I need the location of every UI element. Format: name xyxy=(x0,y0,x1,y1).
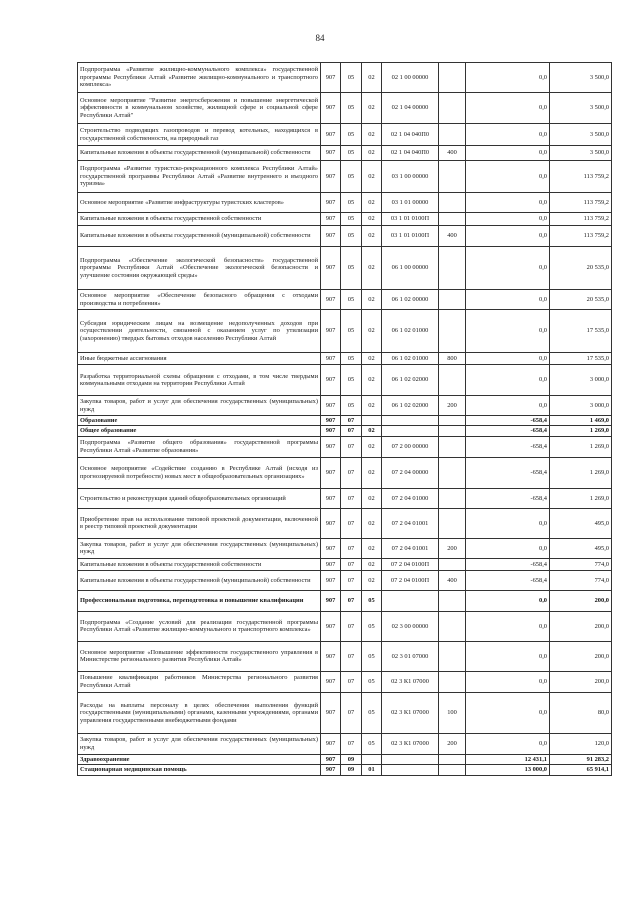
row-ved-code: 907 xyxy=(321,396,341,416)
table-row xyxy=(78,457,612,488)
row-amount-change: 0,0 xyxy=(466,641,550,671)
row-amount-change: 0,0 xyxy=(466,692,550,733)
row-ved-code: 907 xyxy=(321,124,341,146)
row-name: Строительство и реконструкция зданий общеобразовательных организаций xyxy=(78,488,321,508)
row-name: Подпрограмма «Создание условий для реализации государственной программы Республики Алтай «Развитие жилищно-коммунального и транспортного комплекса» xyxy=(78,611,321,641)
row-subsection-code: 02 xyxy=(362,426,382,436)
row-amount-total: 774,0 xyxy=(550,570,612,590)
row-amount-total: 3 500,0 xyxy=(550,146,612,161)
row-name: Капитальные вложения в объекты государственной собственности xyxy=(78,213,321,226)
row-amount-total: 774,0 xyxy=(550,558,612,570)
row-name: Общее образование xyxy=(78,426,321,436)
row-subsection-code: 02 xyxy=(362,63,382,93)
row-section-code: 07 xyxy=(341,641,362,671)
row-expense-type xyxy=(439,365,466,396)
row-section-code: 07 xyxy=(341,570,362,590)
row-ved-code: 907 xyxy=(321,641,341,671)
row-amount-total: 17 535,0 xyxy=(550,353,612,365)
row-subsection-code: 02 xyxy=(362,436,382,457)
row-target-article: 06 1 02 02000 xyxy=(382,365,439,396)
table-row xyxy=(78,161,612,193)
row-amount-change: 0,0 xyxy=(466,590,550,611)
row-ved-code: 907 xyxy=(321,692,341,733)
row-subsection-code: 02 xyxy=(362,310,382,353)
row-name: Подпрограмма «Обеспечение экологической безопасности» государственной программы Республики Алтай «Обеспечение экологической безопасности и улучшение состояния окружающей среды» xyxy=(78,247,321,290)
row-expense-type xyxy=(439,436,466,457)
row-subsection-code: 02 xyxy=(362,488,382,508)
row-subsection-code: 02 xyxy=(362,365,382,396)
row-expense-type xyxy=(439,611,466,641)
row-ved-code: 907 xyxy=(321,457,341,488)
row-expense-type xyxy=(439,310,466,353)
row-section-code: 05 xyxy=(341,396,362,416)
row-amount-change: 0,0 xyxy=(466,611,550,641)
row-section-code: 05 xyxy=(341,161,362,193)
row-expense-type: 400 xyxy=(439,570,466,590)
row-amount-change: -658,4 xyxy=(466,416,550,426)
table-row xyxy=(78,508,612,538)
table-row xyxy=(78,611,612,641)
row-target-article: 03 1 00 00000 xyxy=(382,161,439,193)
row-expense-type: 400 xyxy=(439,146,466,161)
row-name: Основное мероприятие «Повышение эффективности государственного управления в Министерстве регионального развития Республики Алтай» xyxy=(78,641,321,671)
row-target-article: 02 1 04 040П0 xyxy=(382,124,439,146)
row-section-code: 07 xyxy=(341,733,362,754)
row-target-article: 07 2 04 01001 xyxy=(382,508,439,538)
row-ved-code: 907 xyxy=(321,538,341,558)
row-expense-type xyxy=(439,641,466,671)
row-expense-type xyxy=(439,457,466,488)
row-subsection-code: 02 xyxy=(362,353,382,365)
row-expense-type xyxy=(439,63,466,93)
row-ved-code: 907 xyxy=(321,247,341,290)
row-name: Подпрограмма «Развитие туристско-рекреационного комплекса Республики Алтай» государственной программы Республики Алтай «Развитие внутреннего и въездного туризма» xyxy=(78,161,321,193)
row-target-article: 02 3 01 07000 xyxy=(382,641,439,671)
row-ved-code: 907 xyxy=(321,213,341,226)
row-amount-change: 0,0 xyxy=(466,538,550,558)
row-ved-code: 907 xyxy=(321,365,341,396)
table-row xyxy=(78,570,612,590)
row-name: Основное мероприятие "Развитие энергосбережения и повышение энергетической эффективности в коммунальном хозяйстве, жилищной сфере и социальной сфере Республики Алтай" xyxy=(78,93,321,124)
row-section-code: 07 xyxy=(341,426,362,436)
table-row xyxy=(78,63,612,93)
table-row xyxy=(78,396,612,416)
row-ved-code: 907 xyxy=(321,310,341,353)
row-amount-total: 1 269,0 xyxy=(550,426,612,436)
row-ved-code: 907 xyxy=(321,63,341,93)
row-subsection-code: 02 xyxy=(362,247,382,290)
row-amount-change: 0,0 xyxy=(466,63,550,93)
row-amount-total: 3 500,0 xyxy=(550,93,612,124)
row-expense-type xyxy=(439,161,466,193)
row-subsection-code: 02 xyxy=(362,213,382,226)
row-section-code: 09 xyxy=(341,765,362,775)
row-target-article: 06 1 02 02000 xyxy=(382,396,439,416)
row-amount-total: 20 535,0 xyxy=(550,290,612,310)
table-row xyxy=(78,765,612,775)
row-amount-change: 0,0 xyxy=(466,93,550,124)
table-row xyxy=(78,416,612,426)
row-target-article: 02 1 00 00000 xyxy=(382,63,439,93)
row-target-article: 07 2 04 0100П xyxy=(382,558,439,570)
budget-table xyxy=(77,62,612,776)
row-target-article: 02 3 К1 07000 xyxy=(382,692,439,733)
row-expense-type xyxy=(439,290,466,310)
row-amount-change: 0,0 xyxy=(466,193,550,213)
table-row xyxy=(78,93,612,124)
row-amount-total: 113 759,2 xyxy=(550,161,612,193)
row-name: Закупка товаров, работ и услуг для обеспечения государственных (муниципальных) нужд xyxy=(78,733,321,754)
row-target-article: 07 2 00 00000 xyxy=(382,436,439,457)
row-section-code: 07 xyxy=(341,611,362,641)
row-section-code: 05 xyxy=(341,124,362,146)
row-amount-total: 1 469,0 xyxy=(550,416,612,426)
row-subsection-code: 05 xyxy=(362,733,382,754)
row-name: Иные бюджетные ассигнования xyxy=(78,353,321,365)
row-target-article: 02 1 04 00000 xyxy=(382,93,439,124)
row-ved-code: 907 xyxy=(321,290,341,310)
row-expense-type: 200 xyxy=(439,538,466,558)
row-subsection-code: 02 xyxy=(362,161,382,193)
row-target-article xyxy=(382,765,439,775)
row-ved-code: 907 xyxy=(321,611,341,641)
row-expense-type xyxy=(439,426,466,436)
row-target-article: 03 1 01 00000 xyxy=(382,193,439,213)
row-amount-total: 120,0 xyxy=(550,733,612,754)
row-section-code: 05 xyxy=(341,247,362,290)
row-section-code: 07 xyxy=(341,416,362,426)
row-amount-total: 17 535,0 xyxy=(550,310,612,353)
row-subsection-code: 02 xyxy=(362,558,382,570)
row-amount-change: 0,0 xyxy=(466,396,550,416)
row-amount-total: 1 269,0 xyxy=(550,457,612,488)
table-row xyxy=(78,641,612,671)
row-target-article: 02 3 00 00000 xyxy=(382,611,439,641)
row-target-article: 07 2 04 01000 xyxy=(382,488,439,508)
row-amount-change: 0,0 xyxy=(466,733,550,754)
row-target-article xyxy=(382,590,439,611)
row-name: Закупка товаров, работ и услуг для обеспечения государственных (муниципальных) нужд xyxy=(78,538,321,558)
row-amount-change: 0,0 xyxy=(466,508,550,538)
table-row xyxy=(78,488,612,508)
row-amount-total: 113 759,2 xyxy=(550,226,612,247)
table-row xyxy=(78,754,612,764)
table-row xyxy=(78,353,612,365)
row-ved-code: 907 xyxy=(321,733,341,754)
row-amount-total: 3 500,0 xyxy=(550,124,612,146)
row-ved-code: 907 xyxy=(321,93,341,124)
row-section-code: 07 xyxy=(341,538,362,558)
table-row xyxy=(78,558,612,570)
table-row xyxy=(78,193,612,213)
row-expense-type xyxy=(439,765,466,775)
row-amount-change: 0,0 xyxy=(466,146,550,161)
table-row xyxy=(78,226,612,247)
row-ved-code: 907 xyxy=(321,754,341,764)
row-section-code: 05 xyxy=(341,63,362,93)
table-row xyxy=(78,436,612,457)
row-expense-type: 800 xyxy=(439,353,466,365)
row-subsection-code: 02 xyxy=(362,226,382,247)
row-amount-change: 13 000,0 xyxy=(466,765,550,775)
row-amount-total: 1 269,0 xyxy=(550,436,612,457)
row-expense-type xyxy=(439,124,466,146)
row-section-code: 05 xyxy=(341,290,362,310)
row-amount-total: 3 000,0 xyxy=(550,396,612,416)
row-section-code: 07 xyxy=(341,671,362,692)
row-target-article: 06 1 00 00000 xyxy=(382,247,439,290)
row-amount-total: 113 759,2 xyxy=(550,193,612,213)
row-ved-code: 907 xyxy=(321,226,341,247)
page-number: 84 xyxy=(315,33,325,43)
row-amount-total: 91 283,2 xyxy=(550,754,612,764)
table-row xyxy=(78,733,612,754)
row-target-article: 07 2 04 00000 xyxy=(382,457,439,488)
row-section-code: 07 xyxy=(341,692,362,733)
row-amount-total: 113 759,2 xyxy=(550,213,612,226)
row-section-code: 05 xyxy=(341,146,362,161)
row-ved-code: 907 xyxy=(321,416,341,426)
row-amount-total: 200,0 xyxy=(550,641,612,671)
row-subsection-code: 02 xyxy=(362,124,382,146)
row-ved-code: 907 xyxy=(321,193,341,213)
row-subsection-code: 02 xyxy=(362,193,382,213)
row-target-article: 03 1 01 0100П xyxy=(382,213,439,226)
row-subsection-code xyxy=(362,754,382,764)
row-amount-change: -658,4 xyxy=(466,570,550,590)
row-ved-code: 907 xyxy=(321,508,341,538)
row-expense-type xyxy=(439,754,466,764)
row-name: Капитальные вложения в объекты государственной (муниципальной) собственности xyxy=(78,146,321,161)
row-target-article xyxy=(382,754,439,764)
row-target-article: 06 1 02 01000 xyxy=(382,353,439,365)
row-amount-change: -658,4 xyxy=(466,488,550,508)
row-name: Основное мероприятие «Обеспечение безопасного обращения с отходами производства и потребления» xyxy=(78,290,321,310)
row-amount-change: 0,0 xyxy=(466,310,550,353)
row-subsection-code: 05 xyxy=(362,611,382,641)
row-section-code: 05 xyxy=(341,93,362,124)
row-ved-code: 907 xyxy=(321,353,341,365)
row-section-code: 07 xyxy=(341,457,362,488)
row-section-code: 05 xyxy=(341,310,362,353)
row-target-article: 02 3 К1 07000 xyxy=(382,733,439,754)
table-row xyxy=(78,365,612,396)
row-name: Подпрограмма «Развитие общего образования» государственной программы Республики Алтай «Развитие образования» xyxy=(78,436,321,457)
row-name: Основное мероприятие «Содействие созданию в Республике Алтай (исходя из прогнозируемой потребности) новых мест в общеобразовательных организациях» xyxy=(78,457,321,488)
row-subsection-code: 02 xyxy=(362,538,382,558)
row-ved-code: 907 xyxy=(321,488,341,508)
row-amount-change: 0,0 xyxy=(466,353,550,365)
row-section-code: 07 xyxy=(341,590,362,611)
row-target-article: 07 2 04 0100П xyxy=(382,570,439,590)
table-row xyxy=(78,538,612,558)
row-ved-code: 907 xyxy=(321,558,341,570)
row-target-article: 03 1 01 0100П xyxy=(382,226,439,247)
row-expense-type: 400 xyxy=(439,226,466,247)
row-section-code: 05 xyxy=(341,213,362,226)
table-body xyxy=(78,63,612,776)
row-section-code: 09 xyxy=(341,754,362,764)
row-expense-type xyxy=(439,671,466,692)
row-amount-change: 0,0 xyxy=(466,124,550,146)
row-subsection-code: 02 xyxy=(362,93,382,124)
row-target-article: 07 2 04 01001 xyxy=(382,538,439,558)
row-section-code: 05 xyxy=(341,193,362,213)
row-expense-type xyxy=(439,488,466,508)
row-ved-code: 907 xyxy=(321,426,341,436)
row-subsection-code: 02 xyxy=(362,396,382,416)
row-expense-type: 200 xyxy=(439,733,466,754)
row-subsection-code: 02 xyxy=(362,290,382,310)
row-section-code: 07 xyxy=(341,558,362,570)
row-name: Повышение квалификации работников Министерства регионального развития Республики Алтай xyxy=(78,671,321,692)
row-section-code: 05 xyxy=(341,365,362,396)
row-target-article xyxy=(382,416,439,426)
row-ved-code: 907 xyxy=(321,146,341,161)
row-name: Образование xyxy=(78,416,321,426)
table-row xyxy=(78,671,612,692)
row-amount-total: 1 269,0 xyxy=(550,488,612,508)
row-amount-total: 3 500,0 xyxy=(550,63,612,93)
row-name: Здравоохранение xyxy=(78,754,321,764)
table-row xyxy=(78,692,612,733)
row-ved-code: 907 xyxy=(321,436,341,457)
row-amount-total: 65 914,1 xyxy=(550,765,612,775)
row-ved-code: 907 xyxy=(321,765,341,775)
row-expense-type xyxy=(439,590,466,611)
row-amount-total: 3 000,0 xyxy=(550,365,612,396)
row-expense-type: 100 xyxy=(439,692,466,733)
row-amount-change: 0,0 xyxy=(466,247,550,290)
row-target-article: 02 3 К1 07000 xyxy=(382,671,439,692)
row-name: Расходы на выплаты персоналу в целях обеспечения выполнения функций государственными (муниципальными) органами, казенными учреждениями, органами управления государственными внебюджетными фондами xyxy=(78,692,321,733)
row-section-code: 07 xyxy=(341,508,362,538)
row-amount-change: 0,0 xyxy=(466,365,550,396)
row-section-code: 05 xyxy=(341,353,362,365)
row-name: Капитальные вложения в объекты государственной (муниципальной) собственности xyxy=(78,226,321,247)
row-subsection-code: 02 xyxy=(362,457,382,488)
row-amount-change: -658,4 xyxy=(466,457,550,488)
row-target-article: 06 1 02 00000 xyxy=(382,290,439,310)
row-name: Профессиональная подготовка, переподготовка и повышение квалификации xyxy=(78,590,321,611)
row-section-code: 07 xyxy=(341,488,362,508)
row-ved-code: 907 xyxy=(321,671,341,692)
table-row xyxy=(78,590,612,611)
table-row xyxy=(78,124,612,146)
row-subsection-code: 05 xyxy=(362,692,382,733)
row-subsection-code: 02 xyxy=(362,570,382,590)
row-expense-type xyxy=(439,193,466,213)
row-expense-type xyxy=(439,247,466,290)
row-amount-total: 495,0 xyxy=(550,508,612,538)
table-row xyxy=(78,426,612,436)
row-subsection-code: 05 xyxy=(362,590,382,611)
row-amount-total: 200,0 xyxy=(550,671,612,692)
row-name: Субсидия юридическим лицам на возмещение недополученных доходов при осуществлении деятельности, связанной с оказанием услуг по утилизации (захоронению) твердых бытовых отходов населению Республики Алтай xyxy=(78,310,321,353)
row-name: Подпрограмма «Развитие жилищно-коммунального комплекса» государственной программы Республики Алтай «Развитие жилищно-коммунального и транспортного комплекса» xyxy=(78,63,321,93)
row-section-code: 05 xyxy=(341,226,362,247)
row-amount-total: 495,0 xyxy=(550,538,612,558)
row-name: Основное мероприятие «Развитие инфраструктуры туристских кластеров» xyxy=(78,193,321,213)
table-row xyxy=(78,310,612,353)
row-ved-code: 907 xyxy=(321,570,341,590)
row-name: Строительство подводящих газопроводов и перевод котельных, находящихся в государственной собственности, на природный газ xyxy=(78,124,321,146)
row-subsection-code: 05 xyxy=(362,641,382,671)
row-amount-change: 0,0 xyxy=(466,213,550,226)
row-amount-change: -658,4 xyxy=(466,558,550,570)
table-row xyxy=(78,213,612,226)
row-subsection-code xyxy=(362,416,382,426)
row-target-article xyxy=(382,426,439,436)
row-name: Стационарная медицинская помощь xyxy=(78,765,321,775)
row-name: Капитальные вложения в объекты государственной (муниципальной) собственности xyxy=(78,570,321,590)
row-expense-type xyxy=(439,558,466,570)
row-amount-change: 0,0 xyxy=(466,671,550,692)
row-amount-change: 12 431,1 xyxy=(466,754,550,764)
row-amount-change: 0,0 xyxy=(466,226,550,247)
row-amount-total: 20 535,0 xyxy=(550,247,612,290)
row-expense-type xyxy=(439,508,466,538)
row-target-article: 06 1 02 01000 xyxy=(382,310,439,353)
row-expense-type xyxy=(439,93,466,124)
row-section-code: 07 xyxy=(341,436,362,457)
table-row xyxy=(78,290,612,310)
row-name: Закупка товаров, работ и услуг для обеспечения государственных (муниципальных) нужд xyxy=(78,396,321,416)
row-expense-type xyxy=(439,416,466,426)
row-target-article: 02 1 04 040П0 xyxy=(382,146,439,161)
row-amount-total: 200,0 xyxy=(550,590,612,611)
row-amount-change: 0,0 xyxy=(466,290,550,310)
row-amount-change: -658,4 xyxy=(466,426,550,436)
row-name: Приобретение прав на использование типовой проектной документации, включенной в реестр типовой проектной документации xyxy=(78,508,321,538)
row-subsection-code: 05 xyxy=(362,671,382,692)
row-subsection-code: 02 xyxy=(362,508,382,538)
row-name: Капитальные вложения в объекты государственной собственности xyxy=(78,558,321,570)
row-subsection-code: 01 xyxy=(362,765,382,775)
table-row xyxy=(78,146,612,161)
row-subsection-code: 02 xyxy=(362,146,382,161)
row-ved-code: 907 xyxy=(321,590,341,611)
row-amount-total: 80,0 xyxy=(550,692,612,733)
row-amount-total: 200,0 xyxy=(550,611,612,641)
row-expense-type: 200 xyxy=(439,396,466,416)
row-amount-change: -658,4 xyxy=(466,436,550,457)
row-expense-type xyxy=(439,213,466,226)
row-ved-code: 907 xyxy=(321,161,341,193)
row-amount-change: 0,0 xyxy=(466,161,550,193)
table-row xyxy=(78,247,612,290)
row-name: Разработка территориальной схемы обращения с отходами, в том числе твердыми коммунальными отходами на территории Республики Алтай xyxy=(78,365,321,396)
